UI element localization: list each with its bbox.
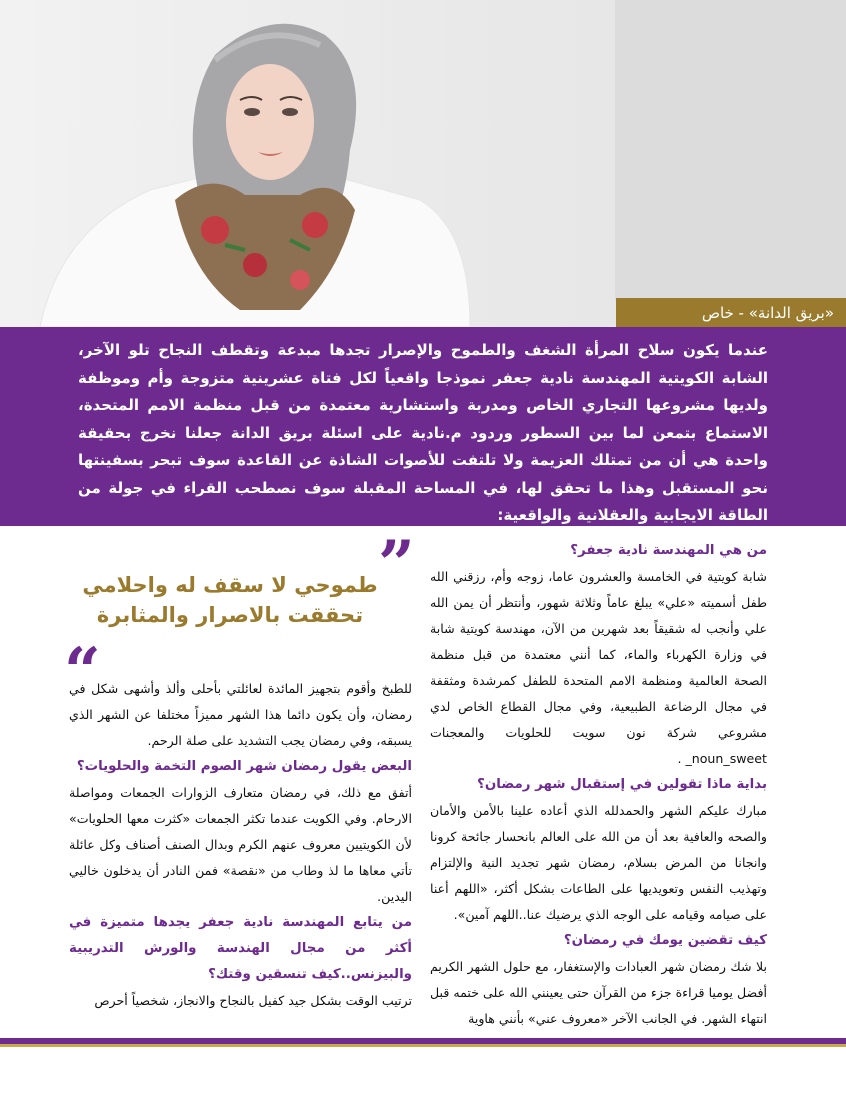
answer-paragraph: مبارك عليكم الشهر والحمدلله الذي أعاده علينا بالأمن والأمان والصحه والعافية بعد أن من الله على العالم بانحسار جائحة كرونا وانجانا من المرض بسلام، رمضان شهر تجديد النية والإلتزام وتهذيب النفس وتعويديها على الطاعات بشكل أكثر، «اللهم أعنا على صيامه وقيامه على الوجه الذي يرضيك عنا..اللهم آمين». bbox=[430, 803, 767, 922]
answer-paragraph: شابة كويتية في الخامسة والعشرون عاما، زوجه وأم، رزقني الله طفل أسميته «علي» يبلغ عاماً وثلاثة شهور، وأنتظر أن يمن الله علي وأنجب له شقيقاً بعد شهرين من الآن، مهندسة كويتية شابة في وزارة الكهرباء والماء، كما أنني معتمدة من قبل منظمة الصحة العالمية ومنظمة الامم المتحدة للطفل كمرشدة ومثقفة في مجال الرضاعة الطبيعية، وفي مجال القطاع الخاص لدي مشروعي شركة نون سويت للحلويات والمعجنات noun_sweet_ . bbox=[430, 569, 767, 766]
article-column-left bbox=[69, 676, 412, 1036]
intro-paragraph: عندما يكون سلاح المرأة الشغف والطموح والإصرار تجدها مبدعة وتقطف النجاح تلو الآخر، الشابة الكويتية المهندسة نادية جعفر نموذجا واقعياً لكل فتاة عشرينية متزوجة وأم وموظفة ولديها مشروعها التجاري الخاص ومدربة واستشارية معتمدة من قبل منظمة الامم المتحدة، الاستماع بتمعن لما بين السطور وردود م.نادية على اسئلة بريق الدانة جعلنا نخرج بحقيقة واحدة هي أن من تمتلك العزيمة ولا تلتفت للأصوات الشاذة عن القاعدة سوف تبحر بسفينتها نحو المستقبل وهذا ما تحقق لها، في المساحة المقبلة سوف نصطحب القراء في جولة من الطاقة الايجابية والعقلانية والواقعية: bbox=[0, 327, 846, 526]
answer-paragraph: ترتيب الوقت بشكل جيد كفيل بالنجاح والانجاز، شخصياً أحرص bbox=[94, 993, 412, 1008]
pull-quote bbox=[80, 570, 380, 630]
pull-quote-line: طموحي لا سقف له واحلامي bbox=[82, 573, 378, 597]
answer-paragraph: بلا شك رمضان شهر العبادات والإستغفار، مع حلول الشهر الكريم أفضل يوميا قراءة جزء من القرآن حتى يعينني الله على ختمه قبل انتهاء الشهر. في الجانب الآخر «معروف عني» بأنني هاوية bbox=[430, 959, 767, 1026]
question-heading: بداية ماذا تقولين في إستقبال شهر رمضان؟ bbox=[477, 777, 767, 792]
question-heading: كيف تقضين يومك في رمضان؟ bbox=[563, 933, 767, 948]
source-caption: «بريق الدانة» - خاص bbox=[616, 298, 846, 327]
question-heading: البعض يقول رمضان شهر الصوم التخمة والحلويات؟ bbox=[76, 759, 412, 774]
portrait-illustration bbox=[0, 0, 846, 327]
article-column-right bbox=[430, 538, 767, 1038]
answer-paragraph: للطبخ وأقوم بتجهيز المائدة لعائلتي بأحلى وألذ وأشهى شكل في رمضان، وأن يكون دائما هذا الشهر مميزاً مختلفا عن الشهر الذي يسبقه، وفي رمضان يجب التشديد على صلة الرحم. bbox=[69, 681, 412, 748]
question-heading: من يتابع المهندسة نادية جعفر يجدها متميزة في أكثر من مجال الهندسة والورش التدريبية والبيزنس..كيف تنسقين وقتك؟ bbox=[69, 915, 412, 982]
quote-open-icon: ” bbox=[378, 527, 415, 602]
answer-paragraph: أتفق مع ذلك، في رمضان متعارف الزوارات الجمعات ومواصلة الارحام. وفي الكويت عندما تكثر الجمعات «كثرت معها الحلويات» لأن الكويتيين معروف عنهم الكرم وبدال الصنف أصناف وكل عائلة تأتي معاها ما لذ وطاب من «نقصة» فمن النادر أن يدخلون خاليي اليدين. bbox=[69, 785, 412, 904]
quote-close-icon: “ bbox=[64, 634, 101, 709]
header-photo bbox=[0, 0, 846, 327]
footer-gold-line bbox=[0, 1044, 846, 1047]
pull-quote-line: تحققت بالاصرار والمثابرة bbox=[96, 603, 364, 627]
question-heading: من هي المهندسة نادية جعفر؟ bbox=[570, 543, 767, 558]
